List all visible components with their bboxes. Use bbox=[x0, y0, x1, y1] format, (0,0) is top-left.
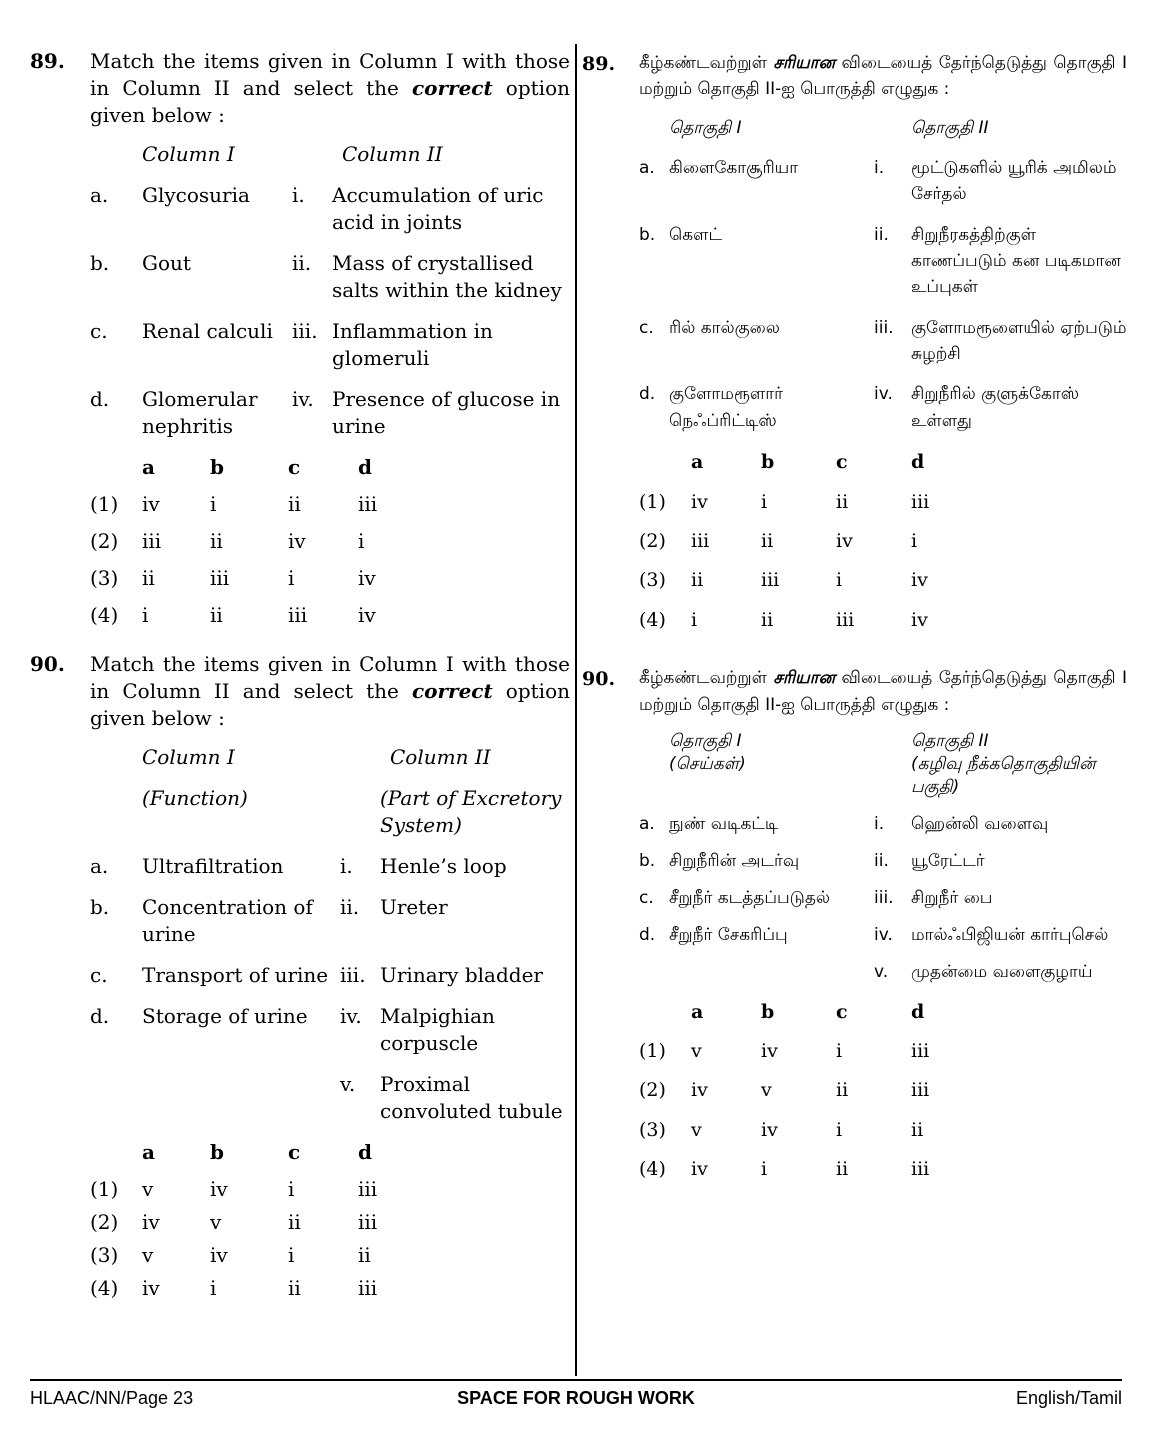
option-number: (2) bbox=[639, 530, 666, 552]
header-b: b bbox=[761, 1000, 775, 1023]
answer-options bbox=[90, 1139, 570, 1302]
option-b-value: ii bbox=[761, 530, 774, 552]
row-roman: iii. bbox=[340, 963, 366, 987]
row-roman: ii. bbox=[874, 224, 889, 245]
option-row[interactable] bbox=[639, 1076, 1127, 1105]
option-d-value: ii bbox=[911, 1118, 924, 1141]
column-ii-header: தொகுதி II bbox=[911, 731, 989, 751]
option-d-value: iii bbox=[911, 1158, 930, 1181]
option-number: (4) bbox=[90, 1276, 119, 1300]
column-i-item: சீறுநீர் கடத்தப்படுதல் bbox=[669, 887, 831, 908]
row-letter: a. bbox=[639, 813, 655, 834]
stem-text: Match the items given in Column I with those in Column II and select the bbox=[90, 652, 570, 703]
question-stem bbox=[639, 665, 1127, 718]
column-ii-item: சிறுநீரில் குளுக்கோஸ் உள்ளது bbox=[911, 384, 1080, 431]
row-letter bbox=[90, 1071, 142, 1125]
stem-text: கீழ்கண்டவற்றுள் bbox=[639, 53, 774, 73]
column-ii-item: Mass of crystallised salts within the kidney bbox=[332, 251, 562, 302]
match-header bbox=[90, 141, 570, 168]
row-roman: iv. bbox=[874, 924, 893, 945]
option-a-value: v bbox=[691, 1039, 702, 1062]
option-d-value: iii bbox=[911, 490, 930, 513]
option-c-value: iv bbox=[288, 529, 306, 553]
stem-text: விடையைத் தேர்ந்தெடுத்து தொகுதி I மற்றும் தொகுதி II-ஐ பொருத்தி எழுதுக : bbox=[639, 668, 1128, 715]
column-ii-item: Presence of glucose in urine bbox=[332, 387, 561, 438]
column-ii-item: Henle’s loop bbox=[380, 854, 507, 878]
options-header bbox=[90, 1139, 570, 1166]
question-stem bbox=[90, 651, 570, 732]
option-row[interactable] bbox=[639, 566, 1127, 595]
column-ii-item: Ureter bbox=[380, 895, 448, 919]
column-ii-item: Urinary bladder bbox=[380, 963, 543, 987]
rough-work-label: SPACE FOR ROUGH WORK bbox=[457, 1388, 695, 1408]
row-letter: c. bbox=[90, 319, 108, 343]
question-number: 90. bbox=[582, 668, 616, 691]
match-row bbox=[639, 850, 1127, 873]
option-a-value: i bbox=[142, 603, 149, 627]
row-letter: d. bbox=[639, 924, 656, 945]
column-ii-item: மூட்டுகளில் யூரிக் அமிலம் சேர்தல் bbox=[911, 158, 1117, 205]
language-label: English/Tamil bbox=[1015, 1388, 1122, 1408]
column-ii-item: முதன்மை வளைகுழாய் bbox=[911, 961, 1093, 982]
tamil-column bbox=[582, 50, 1127, 1207]
option-c-value: ii bbox=[836, 490, 849, 513]
match-row bbox=[90, 1071, 570, 1125]
answer-options bbox=[639, 448, 1127, 635]
column-i-item: கிளைகோசூரியா bbox=[669, 158, 799, 179]
header-b: b bbox=[210, 1140, 224, 1164]
option-a-value: v bbox=[691, 1118, 702, 1141]
row-letter bbox=[639, 961, 669, 984]
match-row bbox=[90, 962, 570, 989]
column-i-item: கௌட் bbox=[669, 224, 722, 245]
option-b-value: i bbox=[210, 492, 217, 516]
column-ii-item: Malpighian corpuscle bbox=[380, 1004, 495, 1055]
option-d-value: i bbox=[911, 530, 918, 552]
row-roman: iv. bbox=[340, 1004, 362, 1028]
option-b-value: iii bbox=[210, 566, 230, 590]
column-i-header: Column I bbox=[142, 745, 235, 769]
option-number: (4) bbox=[639, 608, 666, 631]
option-number: (3) bbox=[90, 1243, 119, 1267]
match-row bbox=[90, 250, 570, 304]
row-letter: d. bbox=[90, 387, 110, 411]
option-d-value: iv bbox=[911, 608, 928, 631]
stem-emphasis: சரியான bbox=[773, 53, 836, 73]
option-b-value: i bbox=[210, 1276, 217, 1300]
option-b-value: iv bbox=[761, 1039, 778, 1062]
option-row[interactable] bbox=[90, 1275, 570, 1302]
option-number: (3) bbox=[639, 569, 666, 592]
option-d-value: iii bbox=[358, 1177, 378, 1201]
page-code: HLAAC/NN/Page 23 bbox=[30, 1388, 194, 1408]
options-header bbox=[639, 998, 1127, 1027]
column-ii-item: சிறுநீரகத்திற்குள் காணப்படும் கன படிகமான உப்புகள் bbox=[911, 224, 1121, 298]
header-b: b bbox=[761, 451, 775, 474]
question-90-ta bbox=[582, 665, 1127, 1184]
option-number: (4) bbox=[90, 603, 119, 627]
option-c-value: iii bbox=[836, 608, 855, 631]
match-row bbox=[639, 887, 1127, 910]
row-roman: ii. bbox=[340, 895, 360, 919]
row-roman: ii. bbox=[292, 251, 312, 275]
answer-options bbox=[639, 998, 1127, 1185]
option-c-value: ii bbox=[836, 1158, 849, 1181]
option-number: (2) bbox=[90, 1210, 119, 1234]
match-row bbox=[90, 318, 570, 372]
column-i-header: தொகுதி I bbox=[669, 731, 742, 751]
option-a-value: iv bbox=[142, 492, 160, 516]
stem-emphasis: correct bbox=[411, 76, 493, 100]
option-row[interactable] bbox=[639, 1155, 1127, 1184]
option-c-value: iii bbox=[288, 603, 308, 627]
row-letter: a. bbox=[90, 854, 109, 878]
column-ii-item: Inflammation in glomeruli bbox=[332, 319, 493, 370]
footer-rule bbox=[30, 1379, 1122, 1381]
option-a-value: iv bbox=[691, 490, 708, 513]
column-ii-item: மால்ஃபிஜியன் கார்புசெல் bbox=[911, 924, 1109, 945]
option-a-value: ii bbox=[691, 569, 704, 592]
option-d-value: iii bbox=[358, 1210, 378, 1234]
option-number: (1) bbox=[639, 1039, 666, 1062]
option-b-value: i bbox=[761, 490, 768, 513]
question-89-en bbox=[30, 48, 570, 629]
option-a-value: iv bbox=[691, 1158, 708, 1181]
option-c-value: iv bbox=[836, 530, 853, 552]
column-i-item: Concentration of urine bbox=[142, 895, 313, 946]
row-letter: d. bbox=[639, 384, 656, 405]
option-d-value: ii bbox=[358, 1243, 371, 1267]
option-d-value: i bbox=[358, 529, 365, 553]
stem-text: option given below : bbox=[90, 679, 571, 730]
row-roman: iii. bbox=[874, 317, 894, 338]
match-row bbox=[90, 182, 570, 236]
row-letter: c. bbox=[639, 887, 654, 908]
option-c-value: ii bbox=[288, 492, 301, 516]
row-letter: c. bbox=[90, 963, 108, 987]
column-ii-header: Column II bbox=[390, 745, 491, 769]
row-roman: iv. bbox=[292, 387, 314, 411]
match-row bbox=[639, 222, 1127, 301]
option-a-value: iii bbox=[142, 529, 162, 553]
column-ii-item: ஹென்லி வளைவு bbox=[911, 813, 1049, 834]
column-ii-subheader: (Part of Excretory System) bbox=[380, 786, 562, 837]
match-header bbox=[639, 730, 1127, 753]
options-header bbox=[90, 454, 570, 481]
match-table bbox=[639, 730, 1127, 984]
match-subheader bbox=[639, 753, 1127, 799]
option-b-value: iii bbox=[761, 569, 780, 592]
option-c-value: i bbox=[836, 1039, 843, 1062]
option-row[interactable] bbox=[90, 602, 570, 629]
row-roman: i. bbox=[340, 854, 353, 878]
row-roman: v. bbox=[874, 961, 889, 982]
option-row[interactable] bbox=[90, 565, 570, 592]
row-roman: i. bbox=[874, 813, 885, 834]
option-number: (4) bbox=[639, 1158, 666, 1181]
column-i-item: சீறுநீர் சேகரிப்பு bbox=[669, 924, 788, 945]
header-d: d bbox=[911, 1000, 925, 1023]
column-i-header: தொகுதி I bbox=[669, 117, 742, 138]
header-c: c bbox=[836, 451, 848, 474]
option-number: (2) bbox=[639, 1079, 666, 1102]
match-table bbox=[90, 141, 570, 440]
option-row[interactable] bbox=[90, 1209, 570, 1236]
option-d-value: iv bbox=[358, 566, 376, 590]
column-ii-item: யூரேட்டர் bbox=[911, 850, 985, 871]
option-b-value: ii bbox=[761, 608, 774, 631]
stem-emphasis: correct bbox=[411, 679, 493, 703]
option-row[interactable] bbox=[639, 606, 1127, 635]
row-roman: i. bbox=[292, 183, 305, 207]
option-row[interactable] bbox=[639, 488, 1127, 517]
header-d: d bbox=[358, 1140, 372, 1164]
option-a-value: v bbox=[142, 1177, 154, 1201]
header-c: c bbox=[288, 1140, 301, 1164]
row-letter: b. bbox=[639, 850, 656, 871]
match-row bbox=[90, 894, 570, 948]
option-d-value: iii bbox=[358, 1276, 378, 1300]
column-ii-item: Accumulation of uric acid in joints bbox=[332, 183, 544, 234]
column-i-item: Ultrafiltration bbox=[142, 854, 284, 878]
option-b-value: v bbox=[761, 1079, 772, 1102]
options-header bbox=[639, 448, 1127, 477]
question-89-ta bbox=[582, 50, 1127, 635]
column-i-header: Column I bbox=[142, 142, 235, 166]
column-ii-header: Column II bbox=[342, 142, 443, 166]
option-a-value: iii bbox=[691, 530, 710, 552]
option-c-value: i bbox=[836, 1118, 843, 1141]
option-b-value: iv bbox=[761, 1118, 778, 1141]
question-stem bbox=[90, 48, 570, 129]
match-header bbox=[90, 744, 570, 771]
row-roman: iv. bbox=[874, 384, 893, 405]
match-row bbox=[90, 1003, 570, 1057]
match-header bbox=[639, 115, 1127, 141]
option-a-value: ii bbox=[142, 566, 155, 590]
header-a: a bbox=[142, 455, 155, 479]
match-table bbox=[639, 115, 1127, 434]
option-row[interactable] bbox=[639, 527, 1127, 556]
row-letter: a. bbox=[90, 183, 109, 207]
option-row[interactable] bbox=[90, 528, 570, 555]
match-row bbox=[90, 853, 570, 880]
row-letter: c. bbox=[639, 317, 654, 338]
question-number: 90. bbox=[30, 652, 65, 676]
column-divider bbox=[575, 44, 577, 1376]
row-letter: d. bbox=[90, 1004, 110, 1028]
stem-text: கீழ்கண்டவற்றுள் bbox=[639, 668, 774, 689]
option-c-value: i bbox=[836, 569, 843, 592]
match-row bbox=[639, 961, 1127, 984]
option-row[interactable] bbox=[90, 1242, 570, 1269]
stem-text: option given below : bbox=[90, 76, 571, 127]
english-column bbox=[30, 48, 570, 1324]
option-c-value: ii bbox=[288, 1210, 301, 1234]
option-row[interactable] bbox=[639, 1116, 1127, 1145]
option-d-value: iii bbox=[911, 1039, 930, 1062]
match-row bbox=[639, 381, 1127, 434]
row-roman: ii. bbox=[874, 850, 889, 871]
stem-emphasis: சரியான bbox=[773, 668, 836, 689]
option-a-value: v bbox=[142, 1243, 154, 1267]
header-d: d bbox=[911, 451, 925, 474]
option-d-value: iii bbox=[358, 492, 378, 516]
option-b-value: i bbox=[761, 1158, 768, 1181]
option-number: (1) bbox=[639, 490, 666, 513]
header-d: d bbox=[358, 455, 372, 479]
option-c-value: i bbox=[288, 1177, 295, 1201]
row-roman: iii. bbox=[874, 887, 894, 908]
header-a: a bbox=[691, 1000, 704, 1023]
match-row bbox=[639, 924, 1127, 947]
column-i-item: Renal calculi bbox=[142, 319, 273, 343]
column-ii-item: குளோமரூளையில் ஏற்படும் சுழற்சி bbox=[911, 317, 1127, 365]
option-a-value: iv bbox=[142, 1210, 160, 1234]
column-i-item: குளோமரூளார் நெஃப்ரிட்டிஸ் bbox=[669, 384, 784, 431]
match-row bbox=[639, 315, 1127, 368]
option-c-value: i bbox=[288, 1243, 295, 1267]
answer-options bbox=[90, 454, 570, 629]
option-a-value: iv bbox=[691, 1079, 708, 1102]
option-number: (1) bbox=[90, 1177, 119, 1201]
column-i-item bbox=[669, 961, 874, 984]
match-row bbox=[639, 813, 1127, 836]
column-ii-item: சிறுநீர் பை bbox=[911, 887, 993, 908]
stem-text: விடையைத் தேர்ந்தெடுத்து தொகுதி I மற்றும் தொகுதி II-ஐ பொருத்தி எழுதுக : bbox=[639, 53, 1128, 100]
option-d-value: iv bbox=[358, 603, 376, 627]
column-ii-subheader: (கழிவு நீக்கதொகுதியின் பகுதி) bbox=[911, 753, 1096, 797]
row-roman: i. bbox=[874, 158, 885, 179]
question-number: 89. bbox=[30, 49, 65, 73]
option-b-value: iv bbox=[210, 1177, 228, 1201]
column-i-subheader: (Function) bbox=[142, 786, 248, 810]
option-row[interactable] bbox=[639, 1037, 1127, 1066]
option-b-value: ii bbox=[210, 529, 223, 553]
column-i-item: நுண் வடிகட்டி bbox=[669, 813, 779, 834]
stem-text: Match the items given in Column I with those in Column II and select the bbox=[90, 49, 570, 100]
column-i-item: சிறுநீரின் அடர்வு bbox=[669, 850, 800, 871]
option-b-value: ii bbox=[210, 603, 223, 627]
column-ii-header: தொகுதி II bbox=[911, 117, 989, 138]
header-c: c bbox=[288, 455, 301, 479]
header-b: b bbox=[210, 455, 224, 479]
option-d-value: iii bbox=[911, 1079, 930, 1102]
option-number: (2) bbox=[90, 529, 119, 553]
option-number: (3) bbox=[90, 566, 119, 590]
row-letter: b. bbox=[90, 895, 110, 919]
option-b-value: v bbox=[210, 1210, 222, 1234]
option-c-value: ii bbox=[836, 1079, 849, 1102]
column-i-item: Glycosuria bbox=[142, 183, 250, 207]
column-i-subheader: (செய்கள்) bbox=[669, 753, 746, 774]
row-letter: b. bbox=[639, 224, 656, 245]
column-i-item: Gout bbox=[142, 251, 191, 275]
row-letter: a. bbox=[639, 158, 655, 179]
header-a: a bbox=[691, 451, 704, 474]
option-a-value: i bbox=[691, 608, 698, 631]
header-c: c bbox=[836, 1000, 848, 1023]
option-row[interactable] bbox=[90, 1176, 570, 1203]
match-subheader bbox=[90, 785, 570, 839]
option-c-value: ii bbox=[288, 1276, 301, 1300]
match-row bbox=[639, 155, 1127, 208]
column-i-item: ரில் கால்குலை bbox=[669, 317, 780, 338]
option-row[interactable] bbox=[90, 491, 570, 518]
option-c-value: i bbox=[288, 566, 295, 590]
column-i-item: Storage of urine bbox=[142, 1004, 308, 1028]
question-number: 89. bbox=[582, 53, 616, 75]
match-table bbox=[90, 744, 570, 1125]
option-a-value: iv bbox=[142, 1276, 160, 1300]
header-a: a bbox=[142, 1140, 155, 1164]
row-roman: v. bbox=[340, 1072, 356, 1096]
option-number: (3) bbox=[639, 1118, 666, 1141]
column-i-item: Transport of urine bbox=[142, 963, 329, 987]
match-row bbox=[90, 386, 570, 440]
option-d-value: iv bbox=[911, 569, 928, 592]
column-i-item bbox=[142, 1071, 340, 1125]
question-90-en bbox=[30, 651, 570, 1302]
row-roman: iii. bbox=[292, 319, 318, 343]
row-letter: b. bbox=[90, 251, 110, 275]
question-stem bbox=[639, 50, 1127, 103]
option-number: (1) bbox=[90, 492, 119, 516]
column-i-item: Glomerular nephritis bbox=[142, 387, 258, 438]
column-ii-item: Proximal convoluted tubule bbox=[380, 1072, 563, 1123]
option-b-value: iv bbox=[210, 1243, 228, 1267]
